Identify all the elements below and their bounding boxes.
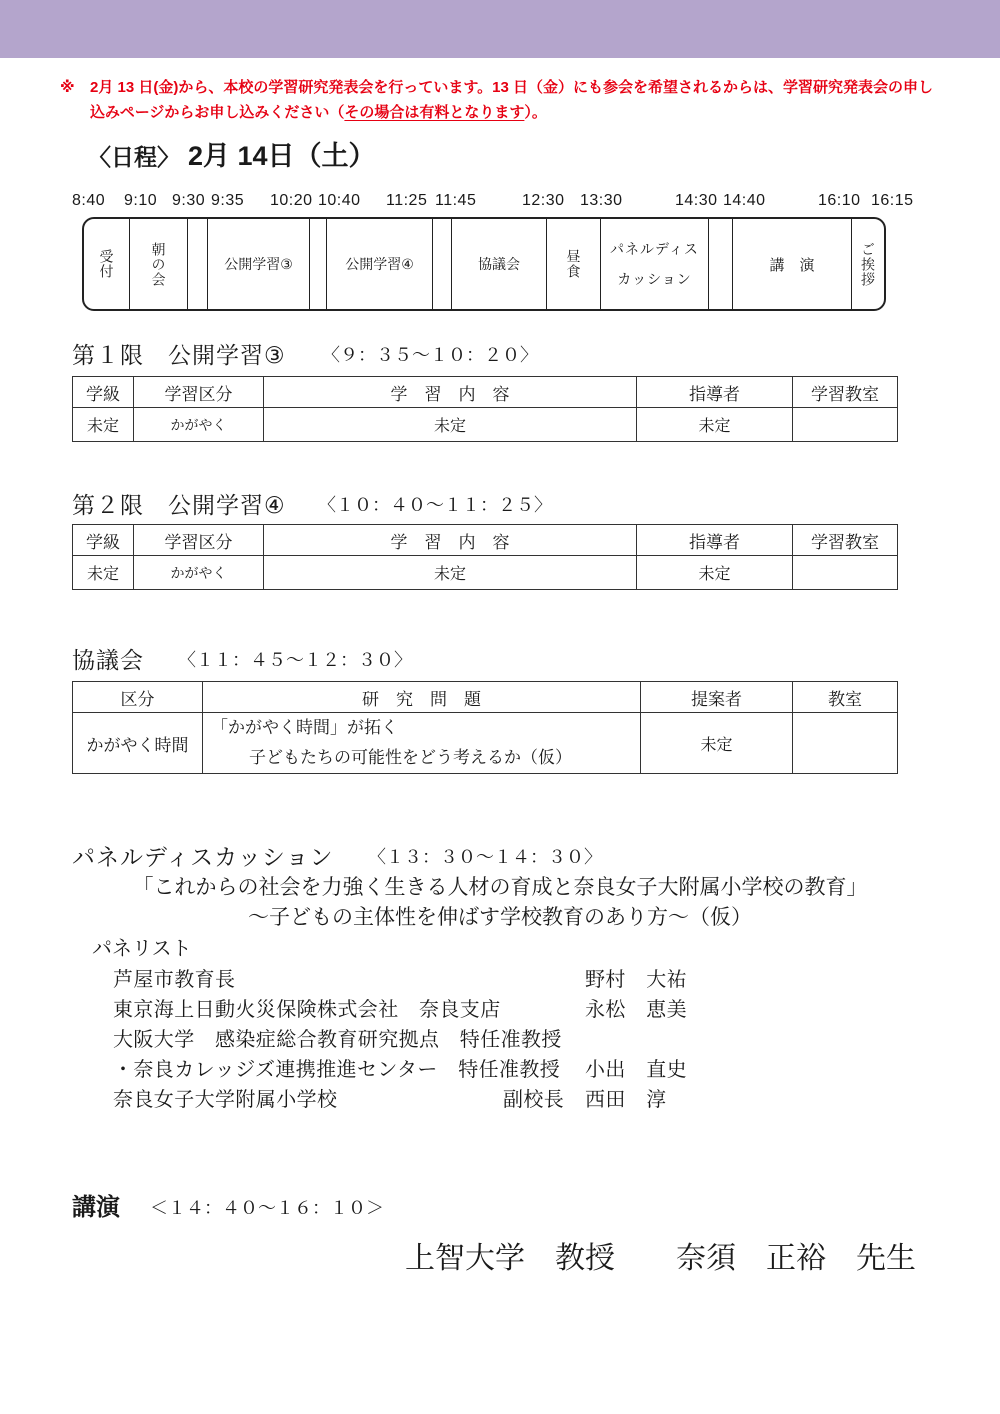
notice-line-2-before: 込みページからお申し込みください（ [90,104,345,121]
category-cell: かがやく [134,408,264,442]
segment-label: 受付 [98,249,115,279]
lecture-time: ＜１４：４０～１６：１０＞ [150,1198,384,1218]
category-cell: かがやく時間 [73,713,203,774]
column-header-room: 教室 [793,682,898,713]
time-label: 13:30 [580,192,623,209]
column-header-category: 区分 [73,682,203,713]
content-cell: 未定 [264,408,637,442]
panelist-affiliation: 奈良女子大学附属小学校 [113,1089,338,1111]
header-band [0,0,1000,58]
panelist-name: 小出 直史 [585,1059,687,1081]
column-header-content: 学 習 内 容 [264,377,637,408]
time-label: 11:25 [386,192,428,209]
panel-heading: パネルディスカッション [72,844,334,870]
segment-label: 公開学習③ [224,256,293,272]
panelist-affiliation: ・奈良カレッジズ連携推進センター 特任准教授 [113,1059,561,1081]
table-header-row [73,682,898,713]
panel-theme-line-1: 「これからの社会を力強く生きる人材の育成と奈良女子大附属小学校の教育」 [132,876,868,899]
time-label: 8:40 [72,192,106,209]
proposer-cell: 未定 [641,713,793,774]
panel-theme-line-2: ～子どもの主体性を伸ばす学校教育のあり方～（仮） [248,906,752,929]
segment-break [709,219,733,309]
segment-label: 朝の会 [150,241,167,287]
column-header-room: 学習教室 [793,377,898,408]
segment-morning-meeting [130,219,188,309]
column-header-content: 学 習 内 容 [264,525,637,556]
column-header-grade: 学級 [73,525,134,556]
segment-label-line-2: カッション [617,271,692,287]
column-header-category: 学習区分 [134,377,264,408]
table-header-row [73,525,898,556]
lecturer-name: 奈須 正裕 先生 [676,1242,916,1275]
time-label: 10:40 [318,192,361,209]
teacher-cell: 未定 [637,408,793,442]
period2-table [72,524,898,590]
time-label: 16:10 [818,192,861,209]
column-header-proposer: 提案者 [641,682,793,713]
teacher-cell: 未定 [637,556,793,590]
time-label: 9:30 [172,192,206,209]
period2-heading: 第２限 公開学習④ [72,492,286,518]
lecture-heading: 講演 [72,1194,120,1221]
panelist-affiliation: 大阪大学 感染症総合教育研究拠点 特任准教授 [113,1029,562,1051]
segment-label: 公開学習④ [345,256,414,272]
segment-lecture [733,219,852,309]
topic-cell [203,713,641,774]
panelist-name: 西田 淳 [585,1089,667,1111]
segment-lunch [547,219,601,309]
grade-cell: 未定 [73,556,134,590]
room-cell [793,713,898,774]
period1-table [72,376,898,442]
panelist-position: 副校長 [503,1089,565,1111]
schedule-date: 2月 14日（土） [188,141,376,171]
time-label: 14:40 [723,192,766,209]
table-row [73,556,898,590]
period1-heading: 第１限 公開学習③ [72,342,286,368]
segment-reception [84,219,130,309]
time-label: 10:20 [270,192,313,209]
column-header-teacher: 指導者 [637,377,793,408]
period2-time: 〈１０：４０～１１：２５〉 [318,495,552,515]
segment-greeting [852,219,884,309]
time-label: 16:15 [871,192,914,209]
segment-label: ご挨拶 [860,241,876,287]
column-header-topic: 研 究 問 題 [203,682,641,713]
notice-paid-note: その場合は有料となります [344,104,525,121]
grade-cell: 未定 [73,408,134,442]
segment-break [310,219,327,309]
table-header-row [73,377,898,408]
time-label: 11:45 [435,192,477,209]
segment-open-lesson-4 [327,219,433,309]
segment-panel-discussion [601,219,709,309]
panelist-name: 野村 大祐 [585,969,687,991]
segment-label: 講 演 [769,256,815,274]
topic-line-1: 「かがやく時間」が拓く [211,718,398,737]
panelist-affiliation: 芦屋市教育長 [113,969,236,991]
segment-break [188,219,208,309]
topic-line-2: 子どもたちの可能性をどう考えるか（仮） [249,748,572,767]
time-label: 12:30 [522,192,565,209]
panelist-name: 永松 恵美 [585,999,687,1021]
category-cell: かがやく [134,556,264,590]
lecturer-affiliation: 上智大学 教授 [405,1242,615,1275]
segment-open-lesson-3 [208,219,310,309]
council-heading: 協議会 [72,647,144,673]
schedule-title [88,138,376,179]
timeline-chart [82,217,886,311]
segment-label: 協議会 [478,256,520,272]
schedule-label: 〈日程〉 [88,144,180,170]
room-cell [793,408,898,442]
notice-line-1: 2月 13 日(金)から、本校の学習研究発表会を行っています。13 日（金）にも参会を希望されるからは、学習研究発表会の申し [90,79,934,96]
table-row [73,713,898,774]
panel-time: 〈１３：３０～１４：３０〉 [368,847,602,867]
segment-label: 昼食 [565,249,582,279]
time-label: 14:30 [675,192,718,209]
panelist-affiliation: 東京海上日動火災保険株式会社 奈良支店 [113,999,501,1021]
column-header-grade: 学級 [73,377,134,408]
time-label: 9:35 [211,192,245,209]
panelists-label: パネリスト [92,938,192,960]
content-cell: 未定 [264,556,637,590]
council-table [72,681,898,774]
council-time: 〈１１：４５～１２：３０〉 [178,650,412,670]
period1-time: 〈９：３５～１０：２０〉 [322,345,538,365]
room-cell [793,556,898,590]
column-header-room: 学習教室 [793,525,898,556]
segment-break [433,219,452,309]
notice-line-2 [90,103,547,123]
table-row [73,408,898,442]
segment-council [452,219,547,309]
time-label: 9:10 [124,192,158,209]
column-header-category: 学習区分 [134,525,264,556]
column-header-teacher: 指導者 [637,525,793,556]
notice-mark: ※ [60,79,75,96]
segment-label-line-1: パネルディス [610,241,699,257]
notice-line-2-after: ）。 [524,104,547,121]
